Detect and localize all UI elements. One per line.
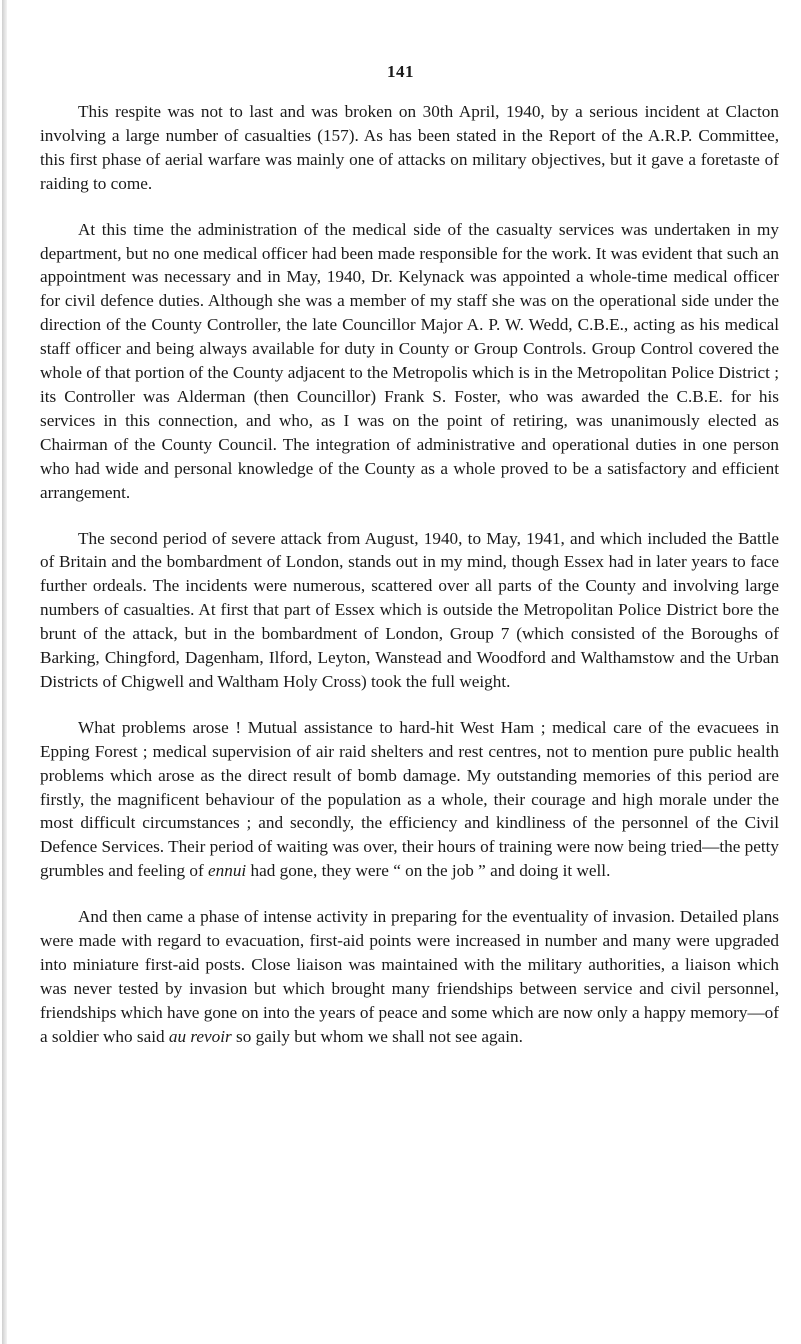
paragraph-invasion-preparation xyxy=(40,905,779,1048)
italic-au-revoir: au revoir xyxy=(168,1026,232,1046)
paragraph-problems-arose xyxy=(40,716,779,883)
paragraph-medical-administration: At this time the administration of the medical side of the casualty services was undertaken in my department, but no one medical officer had been made responsible for the work. It was evident that such an appointment was necessary and in May, 1940, Dr. Kelynack was appointed a whole-time medical officer for civil defence duties. Although she was a member of my staff she was on the operational side under the direction of the County Controller, the late Councillor Major A. P. W. Wedd, C.B.E., acting as his medical staff officer and being always available for duty in County or Group Controls. Group Control covered the whole of that portion of the County adjacent to the Metropolis which is in the Metropolitan Police District ; its Controller was Alderman (then Councillor) Frank S. Foster, who was awarded the C.B.E. for his services in this connection, and who, as I was on the point of retiring, was unanimously elected as Chairman of the County Council. The integration of administrative and operational duties in one person who had wide and personal knowledge of the County as a whole proved to be a satisfactory and efficient arrangement. xyxy=(40,219,779,502)
paragraph-second-period-attack: The second period of severe attack from August, 1940, to May, 1941, and which included the Battle of Britain and the bombardment of London, stands out in my mind, though Essex had in later years to face further ordeals. The incidents were numerous, scattered over all parts of the County and involving large numbers of casualties. At first that part of Essex which is outside the Metropolitan Police District bore the brunt of the attack, but in the bombardment of London, Group 7 (which consisted of the Boroughs of Barking, Chingford, Dagenham, Ilford, Leyton, Wanstead and Woodford and Walthamstow and the Urban Districts of Chigwell and Waltham Holy Cross) took the full weight. xyxy=(40,528,779,691)
body-text xyxy=(40,100,779,1071)
page-number: 141 xyxy=(387,62,414,81)
paragraph-problems-text-end: had gone, they were “ on the job ” and doing it well. xyxy=(246,861,611,881)
paragraph-invasion-text-end: so gaily but whom we shall not see again. xyxy=(231,1026,523,1046)
paragraph-problems-text-start: What problems arose ! Mutual assistance to hard-hit West Ham ; medical care of the evacuees in Epping Forest ; medical supervision of air raid shelters and rest centres, not to mention pure public health problems which arose as the direct result of bomb damage. My outstanding memories of this period are firstly, the magnificent behaviour of the population as a whole, their courage and high morale under the most difficult circumstances ; and secondly, the efficiency and kindliness of the personnel of the Civil Defence Services. Their period of waiting was over, their hours of training were now being tried—the petty grumbles and feeling of xyxy=(40,717,779,881)
italic-ennui: ennui xyxy=(208,861,247,881)
paragraph-invasion-text-start: And then came a phase of intense activity in preparing for the eventuality of invasion. Detailed plans were made with regard to evacuation, first-aid points were increased in number and many were upgraded into miniature first-aid posts. Close liaison was maintained with the military authorities, a liaison which was never tested by invasion but which brought many friendships between service and civil personnel, friendships which have gone on into the years of peace and some which are now only a happy memory—of a soldier who said xyxy=(40,907,779,1046)
paragraph-clacton-incident: This respite was not to last and was broken on 30th April, 1940, by a serious incident at Clacton involving a large number of casualties (157). As has been stated in the Report of the A.R.P. Committee, this first phase of aerial warfare was mainly one of attacks on military objectives, but it gave a foretaste of raiding to come. xyxy=(40,102,779,193)
scan-edge-shadow xyxy=(2,0,7,1344)
